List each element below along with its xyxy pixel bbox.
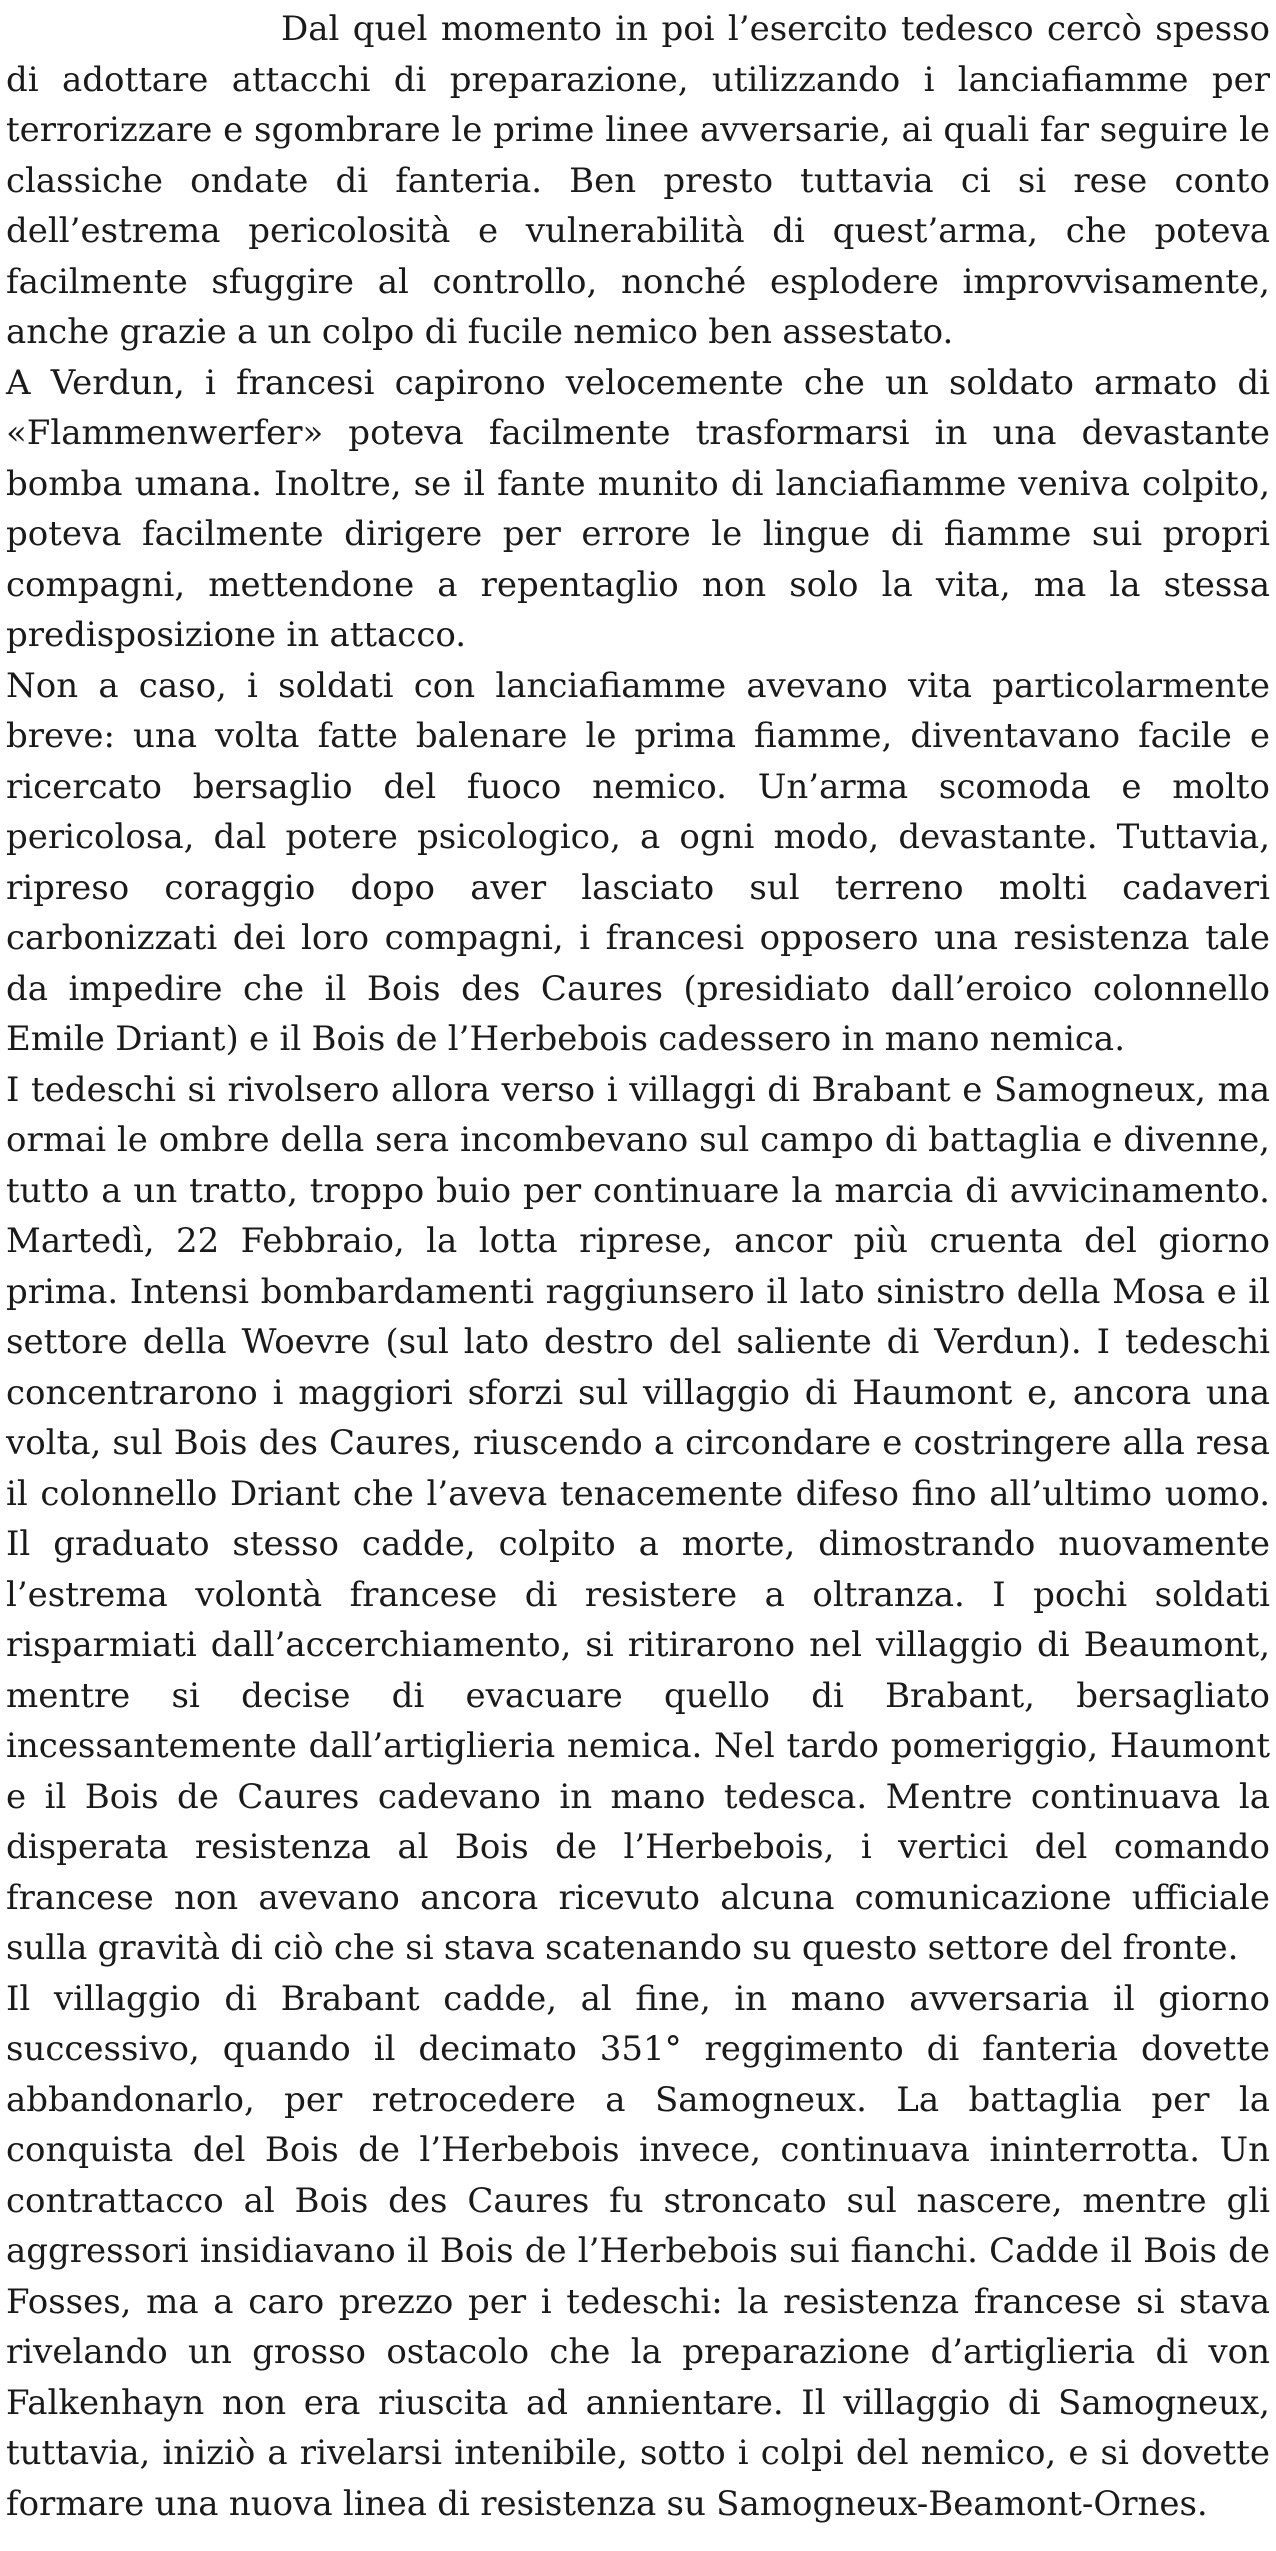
paragraph-2: A Verdun, i francesi capirono velocemente che un soldato armato di «Flammenwerfer» poteva facilmente trasformarsi in una devastante bomba umana. Inoltre, se il fante munito di lanciafiamme veniva colpito, poteva facilmente dirigere per errore le lingue di fiamme sui propri compagni, mettendone a repentaglio non solo la vita, ma la stessa predisposizione in attacco. bbox=[6, 362, 1270, 655]
paragraph-5: Il villaggio di Brabant cadde, al fine, in mano avversaria il giorno successivo, quando il decimato 351° reggimento di fanteria dovette abbandonarlo, per retrocedere a Samogneux. La battaglia per la conquista del Bois de l’Herbebois invece, continuava ininterrotta. Un contrattacco al Bois des Caures fu stroncato sul nascere, mentre gli aggressori insidiavano il Bois de l’Herbebois sui fianchi. Cadde il Bois de Fosses, ma a caro prezzo per i tedeschi: la resistenza francese si stava rivelando un grosso ostacolo che la preparazione d’artiglieria di von Falkenhayn non era riuscita ad annientare. Il villaggio di Samogneux, tuttavia, iniziò a rivelarsi intenibile, sotto i colpi del nemico, e si dovette formare una nuova linea di resistenza su Samogneux-Beamont-Ornes. bbox=[6, 1978, 1270, 2524]
paragraph-3: Non a caso, i soldati con lanciafiamme avevano vita particolarmente breve: una volta fatte balenare le prima fiamme, diventavano facile e ricercato bersaglio del fuoco nemico. Un’arma scomoda e molto pericolosa, dal potere psicologico, a ogni modo, devastante. Tuttavia, ripreso coraggio dopo aver lasciato sul terreno molti cadaveri carbonizzati dei loro compagni, i francesi opposero una resistenza tale da impedire che il Bois des Caures (presidiato dall’eroico colonnello Emile Driant) e il Bois de l’Herbebois cadessero in mano nemica. bbox=[6, 665, 1270, 1059]
paragraph-1: Dal quel momento in poi l’esercito tedesco cercò spesso di adottare attacchi di preparazione, utilizzando i lanciafiamme per terrorizzare e sgombrare le prime linee avversarie, ai quali far seguire le classiche ondate di fanteria. Ben presto tuttavia ci si rese conto dell’estrema pericolosità e vulnerabilità di quest’arma, che poteva facilmente sfuggire al controllo, nonché esplodere improvvisamente, anche grazie a un colpo di fucile nemico ben assestato. bbox=[6, 9, 1270, 352]
paragraph-4: I tedeschi si rivolsero allora verso i villaggi di Brabant e Samogneux, ma ormai le ombre della sera incombevano sul campo di battaglia e divenne, tutto a un tratto, troppo buio per continuare la marcia di avvicinamento. Martedì, 22 Febbraio, la lotta riprese, ancor più cruenta del giorno prima. Intensi bombardamenti raggiunsero il lato sinistro della Mosa e il settore della Woevre (sul lato destro del saliente di Verdun). I tedeschi concentrarono i maggiori sforzi sul villaggio di Haumont e, ancora una volta, sul Bois des Caures, riuscendo a circondare e costringere alla resa il colonnello Driant che l’aveva tenacemente difeso fino all’ultimo uomo. Il graduato stesso cadde, colpito a morte, dimostrando nuovamente l’estrema volontà francese di resistere a oltranza. I pochi soldati risparmiati dall’accerchiamento, si ritirarono nel villaggio di Beaumont, mentre si decise di evacuare quello di Brabant, bersagliato incessantemente dall’artiglieria nemica. Nel tardo pomeriggio, Haumont e il Bois de Caures cadevano in mano tedesca. Mentre continuava la disperata resistenza al Bois de l’Herbebois, i vertici del comando francese non avevano ancora ricevuto alcuna comunicazione ufficiale sulla gravità di ciò che si stava scatenando su questo settore del fronte. bbox=[6, 1069, 1270, 1968]
